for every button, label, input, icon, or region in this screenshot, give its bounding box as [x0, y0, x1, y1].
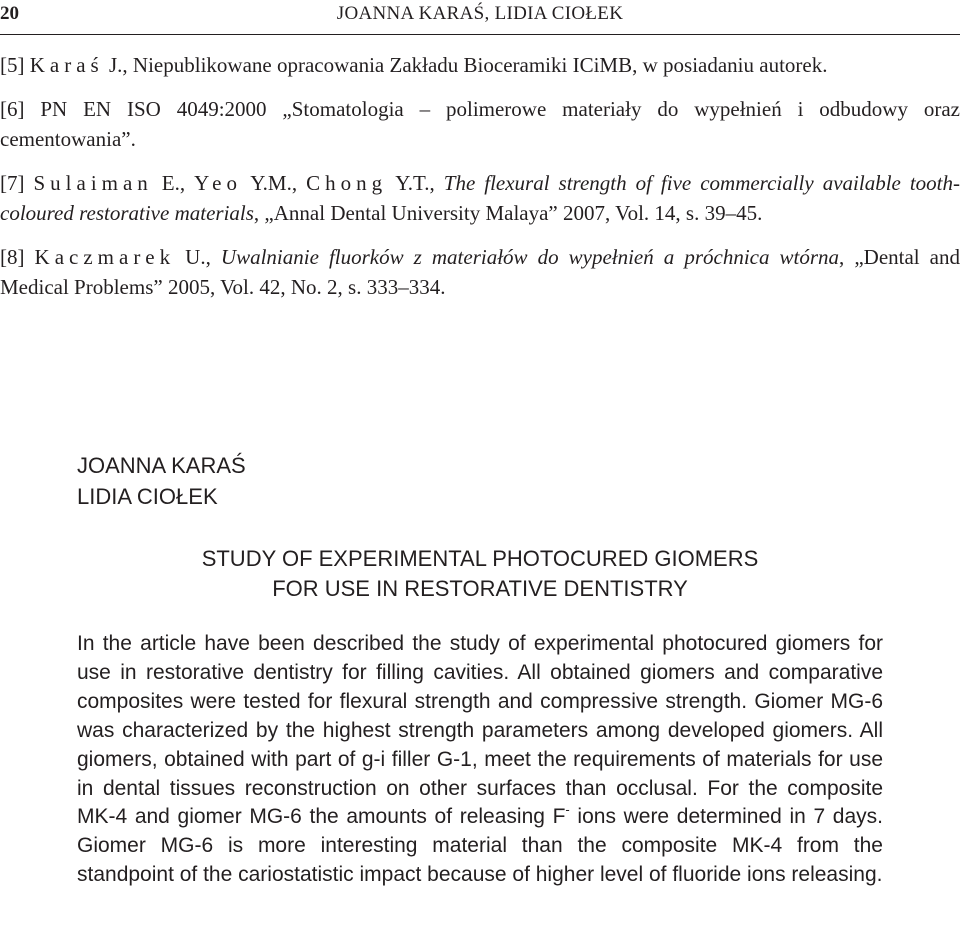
ref-number: [8] — [0, 245, 35, 269]
abstract-authors — [77, 450, 246, 512]
ref-text: PN EN ISO 4049:2000 „Stomatologia – polimerowe materiały do wypełnień i odbudowy oraz cementowania”. — [0, 97, 960, 151]
ref-author-initials: Y.M., — [242, 171, 307, 195]
ref-title: The flexural strength of five commercially available tooth-coloured restorative materials — [0, 171, 960, 225]
abstract-title-line: STUDY OF EXPERIMENTAL PHOTOCURED GIOMERS — [201, 546, 759, 571]
ref-author: Sulaiman — [33, 171, 153, 195]
ref-number: [7] — [0, 171, 34, 195]
ref-source: , „Annal Dental University Malaya” 2007, Vol. 14, s. 39–45. — [253, 201, 763, 225]
author-name: LIDIA CIOŁEK — [77, 484, 218, 509]
abstract-title-line: FOR USE IN RESTORATIVE DENTISTRY — [272, 576, 688, 601]
author-name: JOANNA KARAŚ — [77, 453, 246, 478]
page-number: 20 — [0, 3, 19, 24]
ref-number: [5] — [0, 53, 30, 77]
abstract-text-part: ions were determined in 7 days. Giomer MG-6 is more interesting material than the composite MK-4 from the standpoint of the cariostatistic impact because of higher level of fluoride ions releasing. — [77, 805, 884, 887]
superscript-minus: - — [565, 802, 570, 818]
reference-5 — [0, 50, 960, 80]
running-title: JOANNA KARAŚ, LIDIA CIOŁEK — [336, 3, 624, 24]
ref-text: Niepublikowane opracowania Zakładu Bioceramiki ICiMB, w posiadaniu autorek. — [132, 53, 828, 77]
ref-author: Chong — [306, 171, 388, 195]
reference-8 — [0, 242, 960, 302]
abstract-title — [0, 544, 960, 604]
reference-7 — [0, 168, 960, 228]
ref-title: Uwalnianie fluorków z materiałów do wypełnień a próchnica wtórna — [220, 245, 840, 269]
ref-number: [6] — [0, 97, 41, 121]
reference-6 — [0, 94, 960, 154]
ref-author-initials: Y.T. — [387, 171, 430, 195]
abstract-text — [77, 630, 883, 890]
ref-author-initials: U. — [175, 245, 206, 269]
page-header — [0, 0, 960, 35]
ref-separator: , — [122, 53, 133, 77]
ref-author-initials: J. — [103, 53, 123, 77]
abstract-text-part: In the article have been described the study of experimental photocured giomers for use in restorative dentistry for filling cavities. All obtained giomers and comparative composites were tested for flexural strength and compressive strength. Giomer MG-6 was characterized by the highest strength parameters among developed giomers. All giomers, obtained with part of g-i filler G-1, meet the requirements of materials for use in dental tissues reconstruction on other surfaces than occlusal. For the composite MK-4 and giomer MG-6 the amounts of releasing F — [77, 632, 883, 829]
reference-list — [0, 50, 960, 302]
ref-author: Karaś — [29, 53, 104, 77]
ref-separator: , — [429, 171, 444, 195]
ref-source: , „Dental and Medical Problems” 2005, Vol. 42, No. 2, s. 333–334. — [0, 245, 960, 299]
ref-separator: , — [205, 245, 221, 269]
ref-author: Kaczmarek — [34, 245, 176, 269]
ref-author-initials: E., — [152, 171, 195, 195]
ref-author: Yeo — [194, 171, 242, 195]
